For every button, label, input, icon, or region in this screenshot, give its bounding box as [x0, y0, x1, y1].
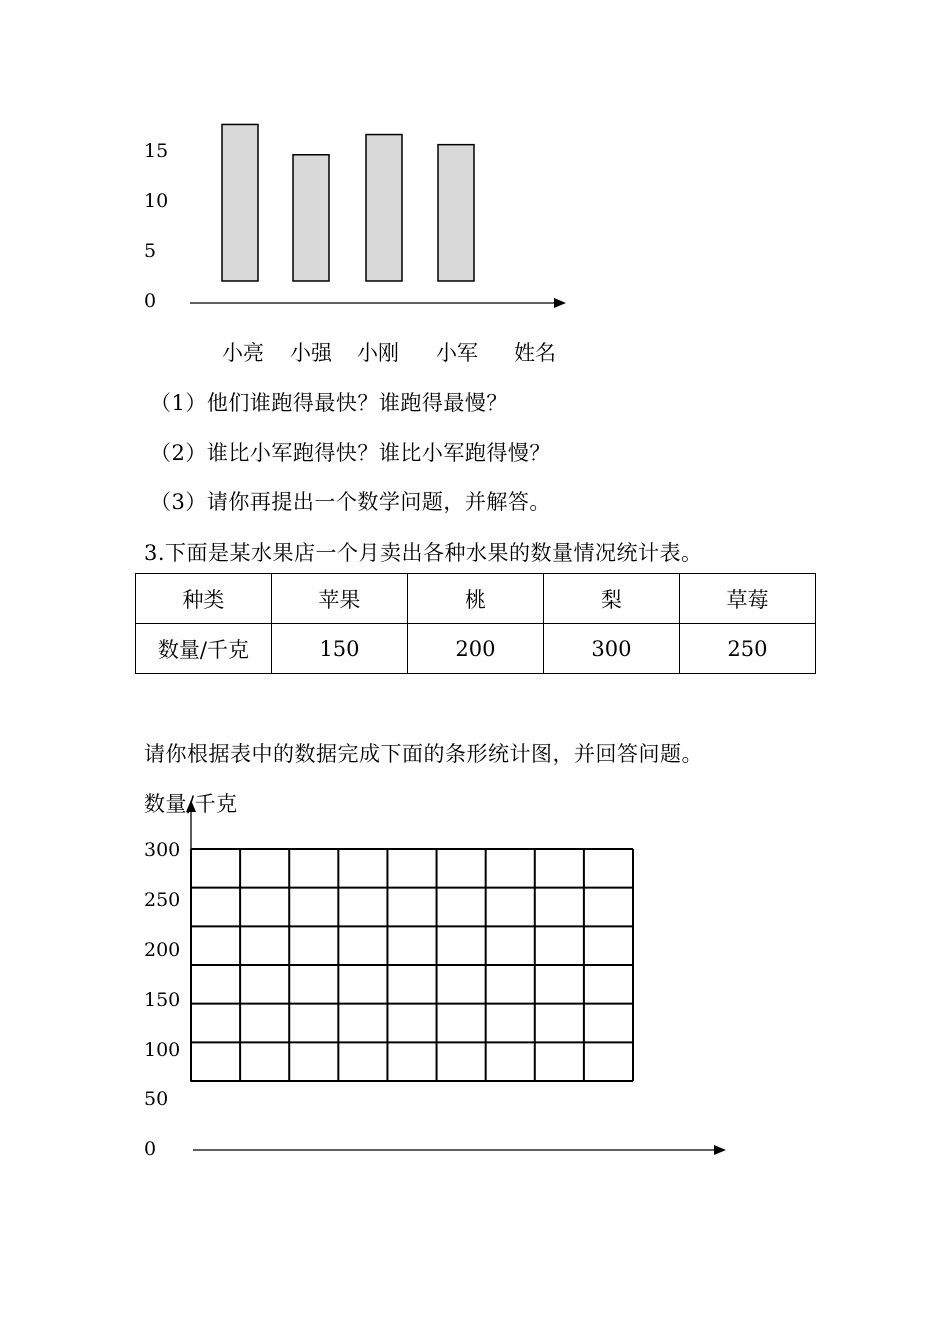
y-tick-200: 200	[144, 939, 181, 961]
table-cell: 150	[271, 624, 407, 674]
table-cell: 梨	[543, 574, 679, 624]
table-cell: 苹果	[271, 574, 407, 624]
y-tick-100: 100	[144, 1039, 181, 1061]
table-cell: 数量/千克	[136, 624, 272, 674]
category-label-xiaoqiang: 小强	[290, 341, 332, 365]
category-label-xiaogang: 小刚	[357, 341, 399, 365]
table-cell: 250	[679, 624, 815, 674]
y-tick-10: 10	[144, 190, 169, 212]
chart-instruction: 请你根据表中的数据完成下面的条形统计图，并回答问题。	[144, 742, 703, 766]
question-3: （3）请你再提出一个数学问题，并解答。	[150, 490, 551, 514]
x-axis-arrow	[714, 1145, 726, 1155]
category-label-xiaojun: 小军	[436, 341, 478, 365]
y-axis-label: 数量/千克	[144, 792, 238, 816]
y-tick-50: 50	[144, 1088, 169, 1110]
y-tick-0: 0	[144, 290, 157, 312]
y-tick-250: 250	[144, 889, 181, 911]
table-cell: 桃	[407, 574, 543, 624]
section-3-heading: 3.下面是某水果店一个月卖出各种水果的数量情况统计表。	[144, 541, 703, 565]
table-cell: 300	[543, 624, 679, 674]
y-tick-0: 0	[144, 1138, 157, 1160]
question-1: （1）他们谁跑得最快？谁跑得最慢？	[150, 391, 508, 415]
y-tick-300: 300	[144, 839, 181, 861]
table-cell: 草莓	[679, 574, 815, 624]
table-cell: 种类	[136, 574, 272, 624]
category-label-xiaoliang: 小亮	[222, 341, 264, 365]
table-cell: 200	[407, 624, 543, 674]
question-2: （2）谁比小军跑得快？谁比小军跑得慢？	[150, 441, 551, 465]
y-tick-15: 15	[144, 140, 169, 162]
y-tick-5: 5	[144, 240, 157, 262]
y-tick-150: 150	[144, 989, 181, 1011]
x-axis-label: 姓名	[514, 341, 556, 365]
